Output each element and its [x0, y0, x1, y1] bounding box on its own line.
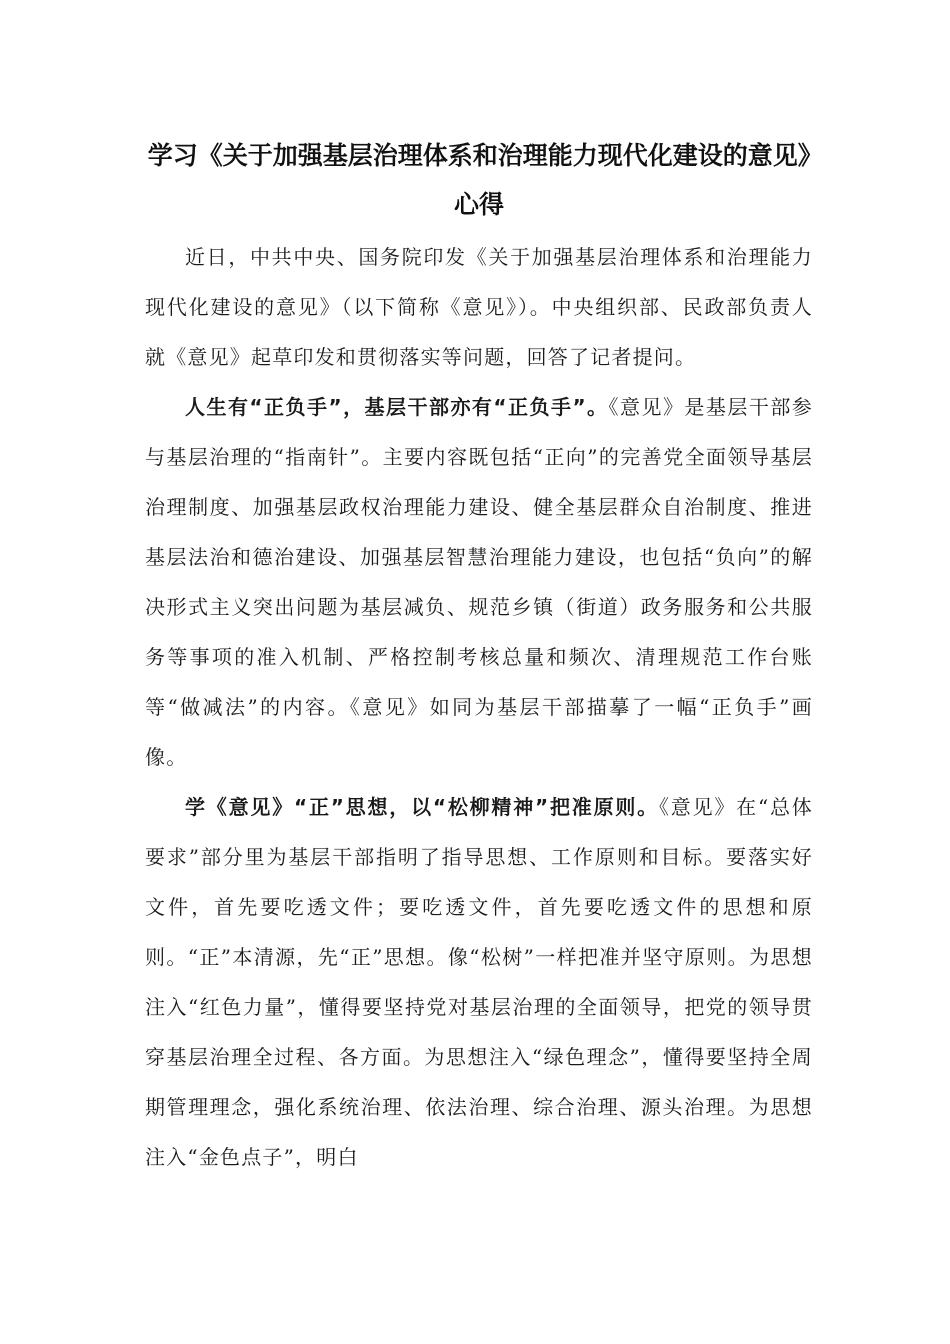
paragraph-intro [145, 232, 813, 382]
paragraph-text: 《意见》在“总体要求”部分里为基层干部指明了指导思想、工作原则和目标。要落实好文件，首先要吃透文件；要吃透文件，首先要吃透文件的思想和原则。“正”本清源，先“正”思想。像“松树”一样把准并坚守原则。为思想注入“红色力量”，懂得要坚持党对基层治理的全面领导，把党的领导贯穿基层治理全过程、各方面。为思想注入“绿色理念”，懂得要坚持全周期管理理念，强化系统治理、依法治理、综合治理、源头治理。为思想注入“金色点子”，明白 [145, 795, 813, 1169]
paragraph-thought [145, 782, 813, 1182]
paragraph-text: 近日，中共中央、国务院印发《关于加强基层治理体系和治理能力现代化建设的意见》（以下简称《意见》）。中央组织部、民政部负责人就《意见》起草印发和贯彻落实等问题，回答了记者提问。 [145, 245, 813, 369]
document-body [145, 232, 813, 1182]
paragraph-positive-negative [145, 382, 813, 782]
paragraph-lead: 人生有“正负手”，基层干部亦有“正负手”。 [185, 395, 609, 419]
paragraph-lead: 学《意见》“正”思想，以“松柳精神”把准原则。 [185, 795, 659, 819]
paragraph-text: 《意见》是基层干部参与基层治理的“指南针”。主要内容既包括“正向”的完善党全面领导基层治理制度、加强基层政权治理能力建设、健全基层群众自治制度、推进基层法治和德治建设、加强基层智慧治理能力建设，也包括“负向”的解决形式主义突出问题为基层减负、规范乡镇（街道）政务服务和公共服务等事项的准入机制、严格控制考核总量和频次、清理规范工作台账等“做减法”的内容。《意见》如同为基层干部描摹了一幅“正负手”画像。 [145, 395, 813, 769]
document-title: 学习《关于加强基层治理体系和治理能力现代化建设的意见》心得 [147, 141, 811, 219]
